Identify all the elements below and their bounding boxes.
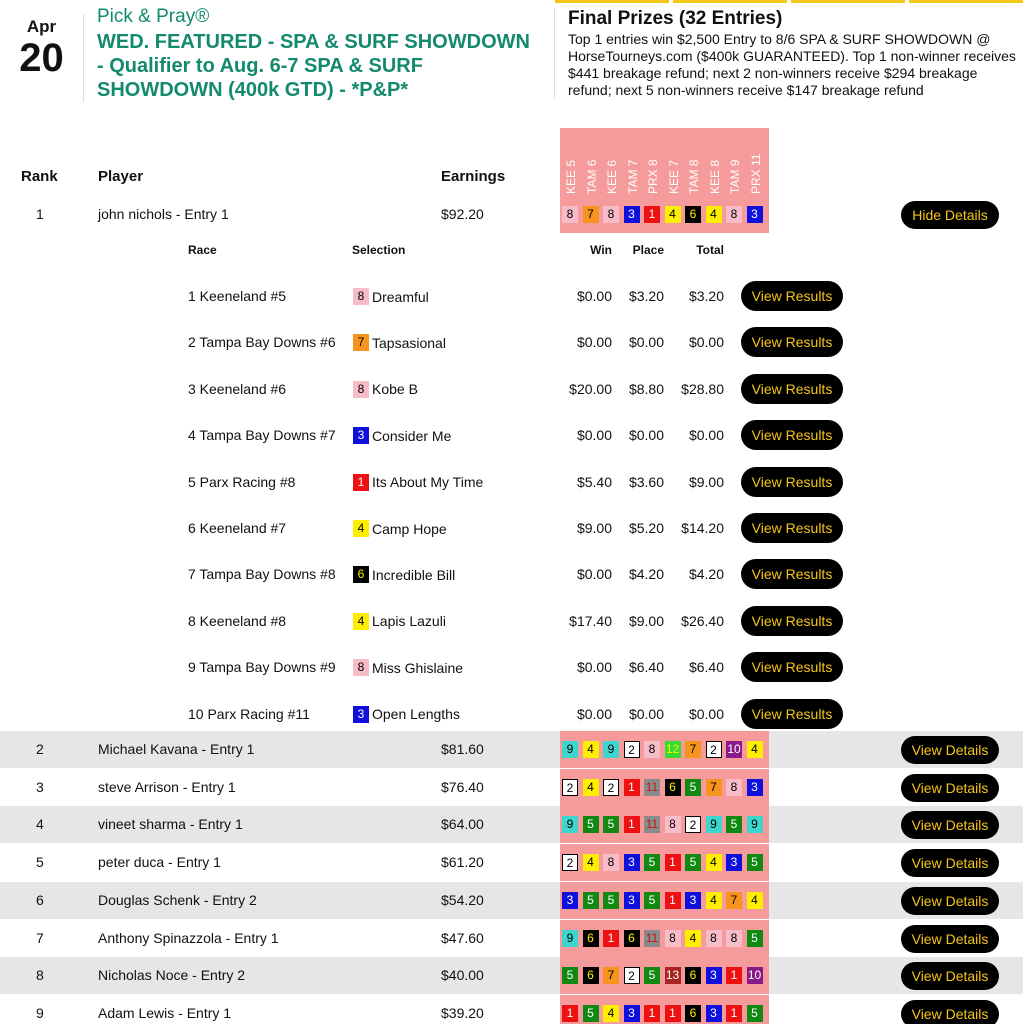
- program-number-chip: 5: [747, 930, 763, 947]
- program-number-chip: 3: [747, 779, 763, 796]
- view-details-button[interactable]: View Details: [901, 925, 999, 953]
- earnings-value: $92.20: [441, 206, 484, 222]
- program-number-chip: 7: [726, 892, 742, 909]
- program-number-chip: 6: [685, 1005, 701, 1022]
- program-number-chip: 2: [562, 854, 578, 871]
- program-number-chip: 6: [583, 967, 599, 984]
- leaderboard-row: [0, 882, 1023, 919]
- detail-row: [0, 653, 900, 699]
- view-details-button[interactable]: View Details: [901, 962, 999, 990]
- program-number-chip: 4: [706, 892, 722, 909]
- detail-win: $0.00: [576, 288, 612, 304]
- race-column-header: [685, 130, 706, 194]
- program-number-chip: 4: [747, 741, 763, 758]
- horse-name: Consider Me: [372, 427, 452, 444]
- prizes-panel: [554, 8, 1023, 98]
- program-number-chip: 11: [645, 817, 659, 832]
- detail-win: $0.00: [576, 427, 612, 444]
- program-number-chip: 5: [583, 816, 599, 833]
- view-results-button[interactable]: View Results: [741, 559, 843, 589]
- detail-race-header: Race: [188, 243, 217, 257]
- program-number-chip: 3: [562, 892, 578, 909]
- race-column-label: TAM 6: [584, 159, 599, 194]
- detail-row: [0, 560, 900, 606]
- program-number-chip: 5: [603, 816, 619, 833]
- picks-strip: [560, 731, 769, 768]
- program-number-chip: 6: [353, 566, 369, 583]
- earnings-value: $81.60: [441, 741, 484, 757]
- view-results-button[interactable]: View Results: [741, 327, 843, 357]
- detail-total: $6.40: [688, 659, 724, 676]
- program-number-chip: 8: [603, 206, 619, 223]
- detail-selection-header: Selection: [352, 243, 406, 257]
- program-number-chip: 5: [685, 779, 701, 796]
- picks-strip: [560, 882, 769, 919]
- program-number-chip: 3: [747, 206, 763, 223]
- detail-selection: [353, 706, 460, 723]
- horse-name: Dreamful: [372, 288, 429, 305]
- rank-value: 7: [36, 929, 44, 946]
- player-name: Michael Kavana - Entry 1: [98, 741, 255, 757]
- rank-value: 3: [36, 778, 44, 795]
- program-number-chip: 3: [706, 967, 722, 984]
- detail-race: 6 Keeneland #7: [188, 520, 287, 536]
- detail-place: $8.80: [628, 380, 664, 397]
- program-number-chip: 6: [685, 206, 701, 223]
- program-number-chip: 7: [603, 967, 619, 984]
- picks-strip: [560, 196, 769, 233]
- program-number-chip: 4: [747, 892, 763, 909]
- player-name: Nicholas Noce - Entry 2: [98, 967, 246, 984]
- program-number-chip: 4: [706, 206, 722, 223]
- program-number-chip: 9: [603, 741, 619, 758]
- earnings-value: $39.20: [441, 1004, 484, 1021]
- program-number-chip: 9: [706, 816, 722, 833]
- rank-value: 2: [36, 741, 44, 757]
- view-results-button[interactable]: View Results: [741, 606, 843, 636]
- program-number-chip: 2: [562, 779, 578, 796]
- program-number-chip: 3: [685, 892, 701, 909]
- rank-value: 8: [36, 967, 44, 984]
- program-number-chip: 7: [685, 741, 701, 758]
- program-number-chip: 9: [562, 816, 578, 833]
- program-number-chip: 8: [726, 779, 742, 796]
- detail-win: $0.00: [576, 659, 612, 676]
- program-number-chip: 3: [624, 854, 640, 871]
- program-number-chip: 1: [665, 892, 681, 909]
- detail-place: $0.00: [628, 334, 664, 351]
- earnings-value: $76.40: [441, 778, 484, 795]
- view-results-button[interactable]: View Results: [741, 420, 843, 450]
- program-number-chip: 1: [644, 206, 660, 223]
- program-number-chip: 6: [685, 967, 701, 984]
- program-number-chip: 5: [644, 967, 660, 984]
- program-number-chip: 8: [726, 930, 742, 947]
- detail-place: $3.20: [628, 288, 664, 304]
- detail-row: [0, 468, 900, 514]
- program-number-chip: 3: [726, 854, 742, 871]
- program-number-chip: 3: [624, 892, 640, 909]
- detail-total: $26.40: [681, 612, 724, 629]
- detail-place: $0.00: [628, 705, 664, 722]
- race-column-header: [583, 130, 604, 194]
- detail-total: $28.80: [681, 380, 724, 397]
- earnings-value: $64.00: [441, 816, 484, 833]
- detail-place: $4.20: [628, 566, 664, 583]
- detail-selection: [353, 381, 418, 398]
- view-results-button[interactable]: View Results: [741, 467, 843, 497]
- program-number-chip: 5: [644, 854, 660, 871]
- detail-row: [0, 328, 900, 374]
- leaderboard-row: [0, 731, 1023, 768]
- program-number-chip: 3: [353, 706, 369, 723]
- program-number-chip: 1: [562, 1005, 578, 1022]
- race-column-header: [706, 130, 727, 194]
- player-name: Anthony Spinazzola - Entry 1: [98, 929, 279, 946]
- program-number-chip: 1: [726, 967, 742, 984]
- picks-strip: [560, 769, 769, 806]
- program-number-chip: 5: [726, 816, 742, 833]
- detail-place: $3.60: [628, 473, 664, 490]
- program-number-chip: 5: [562, 967, 578, 984]
- detail-place: $0.00: [628, 427, 664, 444]
- view-results-button[interactable]: View Results: [741, 281, 843, 311]
- detail-total: $14.20: [681, 520, 724, 536]
- race-column-label: KEE 6: [605, 159, 619, 194]
- detail-row: [0, 375, 900, 421]
- player-name: Adam Lewis - Entry 1: [98, 1004, 232, 1021]
- picks-strip: [560, 995, 769, 1024]
- detail-race: 4 Tampa Bay Downs #7: [188, 427, 336, 444]
- program-number-chip: 10: [747, 968, 762, 983]
- horse-name: Open Lengths: [372, 706, 460, 723]
- detail-selection: [353, 334, 446, 351]
- detail-selection: [353, 613, 446, 630]
- detail-row: [0, 282, 900, 328]
- horse-name: Tapsasional: [372, 334, 446, 351]
- hide-details-button[interactable]: Hide Details: [901, 201, 999, 229]
- program-number-chip: 9: [562, 741, 578, 758]
- program-number-chip: 5: [747, 854, 763, 871]
- race-column-header: [726, 130, 747, 194]
- detail-selection: [353, 520, 447, 537]
- program-number-chip: 8: [726, 206, 742, 223]
- detail-total: $3.20: [688, 288, 724, 304]
- program-number-chip: 5: [644, 892, 660, 909]
- detail-win-header: Win: [590, 243, 612, 257]
- detail-total: $0.00: [688, 427, 724, 444]
- program-number-chip: 8: [562, 206, 578, 223]
- program-number-chip: 5: [603, 892, 619, 909]
- program-number-chip: 7: [353, 334, 369, 351]
- detail-place: $6.40: [628, 659, 664, 676]
- player-name: john nichols - Entry 1: [98, 206, 229, 222]
- race-column-label: PRX 8: [646, 159, 660, 194]
- leaderboard-row: [0, 995, 1023, 1024]
- program-number-chip: 2: [624, 967, 640, 984]
- detail-win: $0.00: [576, 334, 612, 351]
- earnings-value: $40.00: [441, 967, 484, 984]
- detail-total: $9.00: [688, 473, 724, 490]
- program-number-chip: 2: [706, 741, 722, 758]
- rank-value: 5: [36, 854, 44, 871]
- program-number-chip: 4: [353, 520, 369, 537]
- detail-race: 5 Parx Racing #8: [188, 473, 296, 490]
- program-number-chip: 4: [583, 779, 599, 796]
- detail-win: $20.00: [569, 380, 612, 397]
- detail-row: [0, 514, 900, 560]
- leaderboard-row: [0, 806, 1023, 843]
- view-results-button[interactable]: View Results: [741, 513, 843, 543]
- race-column-label: TAM 7: [625, 159, 640, 194]
- detail-total: $4.20: [688, 566, 724, 583]
- view-details-button[interactable]: View Details: [901, 811, 999, 839]
- program-number-chip: 2: [685, 816, 701, 833]
- detail-total: $0.00: [688, 334, 724, 351]
- race-column-label: TAM 9: [728, 159, 742, 194]
- program-number-chip: 8: [353, 381, 369, 398]
- detail-race: 9 Tampa Bay Downs #9: [188, 659, 336, 676]
- event-day: 20: [19, 36, 64, 80]
- program-number-chip: 1: [603, 930, 619, 947]
- program-number-chip: 1: [644, 1005, 660, 1022]
- leaderboard-row: [0, 196, 1023, 233]
- view-results-button[interactable]: View Results: [741, 699, 843, 729]
- detail-race: 8 Keeneland #8: [188, 612, 287, 629]
- detail-race: 1 Keeneland #5: [188, 288, 287, 304]
- program-number-chip: 2: [603, 779, 619, 796]
- picks-strip: [560, 844, 769, 881]
- earnings-value: $47.60: [441, 929, 484, 946]
- program-number-chip: 8: [706, 930, 722, 947]
- rank-value: 1: [36, 206, 44, 222]
- race-column-header: [562, 130, 583, 194]
- program-number-chip: 5: [583, 892, 599, 909]
- horse-name: Miss Ghislaine: [372, 659, 464, 676]
- race-column-headers: [560, 128, 769, 200]
- detail-race: 10 Parx Racing #11: [188, 705, 310, 722]
- horse-name: Camp Hope: [372, 520, 447, 537]
- program-number-chip: 4: [583, 741, 599, 758]
- race-column-label: KEE 5: [564, 159, 578, 194]
- program-number-chip: 1: [624, 779, 640, 796]
- program-number-chip: 4: [706, 854, 722, 871]
- picks-strip: [560, 920, 769, 957]
- detail-total-header: Total: [696, 243, 724, 257]
- player-name: vineet sharma - Entry 1: [98, 816, 243, 833]
- program-number-chip: 4: [685, 930, 701, 947]
- horse-name: Kobe B: [372, 381, 418, 398]
- program-number-chip: 5: [685, 854, 701, 871]
- detail-win: $0.00: [576, 705, 612, 722]
- program-number-chip: 3: [624, 1005, 640, 1022]
- program-number-chip: 9: [562, 930, 578, 947]
- detail-row: [0, 607, 900, 653]
- program-number-chip: 3: [353, 427, 369, 444]
- program-number-chip: 8: [644, 741, 660, 758]
- program-number-chip: 3: [624, 206, 640, 223]
- detail-win: $0.00: [576, 566, 612, 583]
- program-number-chip: 7: [706, 779, 722, 796]
- horse-name: Its About My Time: [372, 474, 484, 491]
- horse-name: Lapis Lazuli: [372, 613, 446, 630]
- leaderboard-row: [0, 769, 1023, 806]
- rank-value: 6: [36, 891, 44, 908]
- player-name: peter duca - Entry 1: [98, 854, 221, 871]
- program-number-chip: 8: [353, 659, 369, 676]
- leaderboard-row: [0, 920, 1023, 957]
- race-column-header: [747, 130, 768, 194]
- view-details-button[interactable]: View Details: [901, 774, 999, 802]
- rank-column-header: Rank: [21, 168, 58, 185]
- detail-place-header: Place: [632, 243, 664, 257]
- program-number-chip: 11: [645, 779, 659, 794]
- picks-strip: [560, 806, 769, 843]
- view-details-button[interactable]: View Details: [901, 849, 999, 877]
- view-details-button[interactable]: View Details: [901, 736, 999, 764]
- program-number-chip: 4: [665, 206, 681, 223]
- detail-total: $0.00: [688, 705, 724, 722]
- prizes-heading: Final Prizes (32 Entries): [568, 8, 783, 29]
- program-number-chip: 1: [665, 1005, 681, 1022]
- player-column-header: Player: [98, 168, 144, 185]
- program-number-chip: 5: [747, 1005, 763, 1022]
- program-number-chip: 4: [353, 613, 369, 630]
- program-number-chip: 1: [624, 816, 640, 833]
- race-column-label: TAM 8: [687, 159, 701, 194]
- leaderboard-row: [0, 844, 1023, 881]
- program-number-chip: 8: [603, 854, 619, 871]
- race-column-header: [624, 130, 645, 194]
- detail-place: $9.00: [628, 612, 664, 629]
- prizes-text: Top 1 entries win $2,500 Entry to 8/6 SPA & SURF SHOWDOWN @ HorseTourneys.com ($400k GUARANTEED). Top 1 non-winner receives $441 breakage refund; next 2 non-winners receive $294 breakage refund; next 5 non-winners receive $147 breakage refund: [568, 31, 1016, 98]
- race-column-label: KEE 8: [707, 159, 722, 194]
- brand-label: Pick & Pray®: [97, 6, 210, 27]
- detail-selection: [353, 474, 483, 491]
- program-number-chip: 10: [727, 742, 741, 756]
- race-column-label: KEE 7: [666, 159, 681, 194]
- event-date: [0, 14, 84, 102]
- detail-place: $5.20: [628, 520, 664, 536]
- earnings-column-header: Earnings: [441, 168, 506, 185]
- detail-win: $9.00: [576, 520, 612, 536]
- race-column-header: [603, 130, 624, 194]
- program-number-chip: 7: [583, 206, 599, 223]
- earnings-value: $61.20: [441, 854, 484, 871]
- program-number-chip: 6: [583, 930, 599, 947]
- program-number-chip: 11: [645, 930, 659, 945]
- header-accent-strip: [555, 0, 1023, 3]
- rank-value: 4: [36, 816, 44, 833]
- program-number-chip: 6: [665, 779, 681, 796]
- program-number-chip: 8: [665, 930, 681, 947]
- horse-name: Incredible Bill: [372, 566, 456, 583]
- view-results-button[interactable]: View Results: [741, 374, 843, 404]
- race-column-header: [665, 130, 686, 194]
- detail-win: $5.40: [576, 473, 612, 490]
- program-number-chip: 1: [665, 854, 681, 871]
- rank-value: 9: [36, 1004, 44, 1021]
- detail-race: 7 Tampa Bay Downs #8: [188, 566, 336, 583]
- view-details-button[interactable]: View Details: [901, 1000, 999, 1024]
- view-results-button[interactable]: View Results: [741, 652, 843, 682]
- player-name: steve Arrison - Entry 1: [98, 778, 236, 795]
- program-number-chip: 12: [665, 742, 680, 756]
- race-column-label: PRX 11: [748, 153, 763, 194]
- player-name: Douglas Schenk - Entry 2: [98, 891, 257, 908]
- race-column-header: [644, 130, 665, 194]
- detail-selection: [353, 566, 455, 583]
- program-number-chip: 3: [706, 1005, 722, 1022]
- detail-race: 3 Keeneland #6: [188, 380, 287, 397]
- program-number-chip: 13: [665, 968, 680, 983]
- detail-selection: [353, 659, 463, 676]
- picks-strip: [560, 957, 769, 994]
- detail-row: [0, 421, 900, 467]
- program-number-chip: 4: [603, 1005, 619, 1022]
- detail-race: 2 Tampa Bay Downs #6: [188, 334, 336, 351]
- program-number-chip: 1: [726, 1005, 742, 1022]
- program-number-chip: 6: [624, 930, 640, 947]
- program-number-chip: 9: [747, 816, 763, 833]
- leaderboard-row: [0, 957, 1023, 994]
- program-number-chip: 8: [665, 816, 681, 833]
- event-month: Apr: [26, 17, 57, 36]
- program-number-chip: 1: [353, 474, 369, 491]
- program-number-chip: 4: [583, 854, 599, 871]
- tournament-title: WED. FEATURED - SPA & SURF SHOWDOWN - Qualifier to Aug. 6-7 SPA & SURF SHOWDOWN (400k GTD) - *P&P*: [97, 31, 530, 101]
- program-number-chip: 5: [583, 1005, 599, 1022]
- program-number-chip: 8: [353, 288, 369, 305]
- detail-win: $17.40: [569, 612, 612, 629]
- detail-selection: [353, 288, 429, 305]
- detail-selection: [353, 427, 451, 444]
- view-details-button[interactable]: View Details: [901, 887, 999, 915]
- program-number-chip: 2: [624, 741, 640, 758]
- earnings-value: $54.20: [441, 891, 484, 908]
